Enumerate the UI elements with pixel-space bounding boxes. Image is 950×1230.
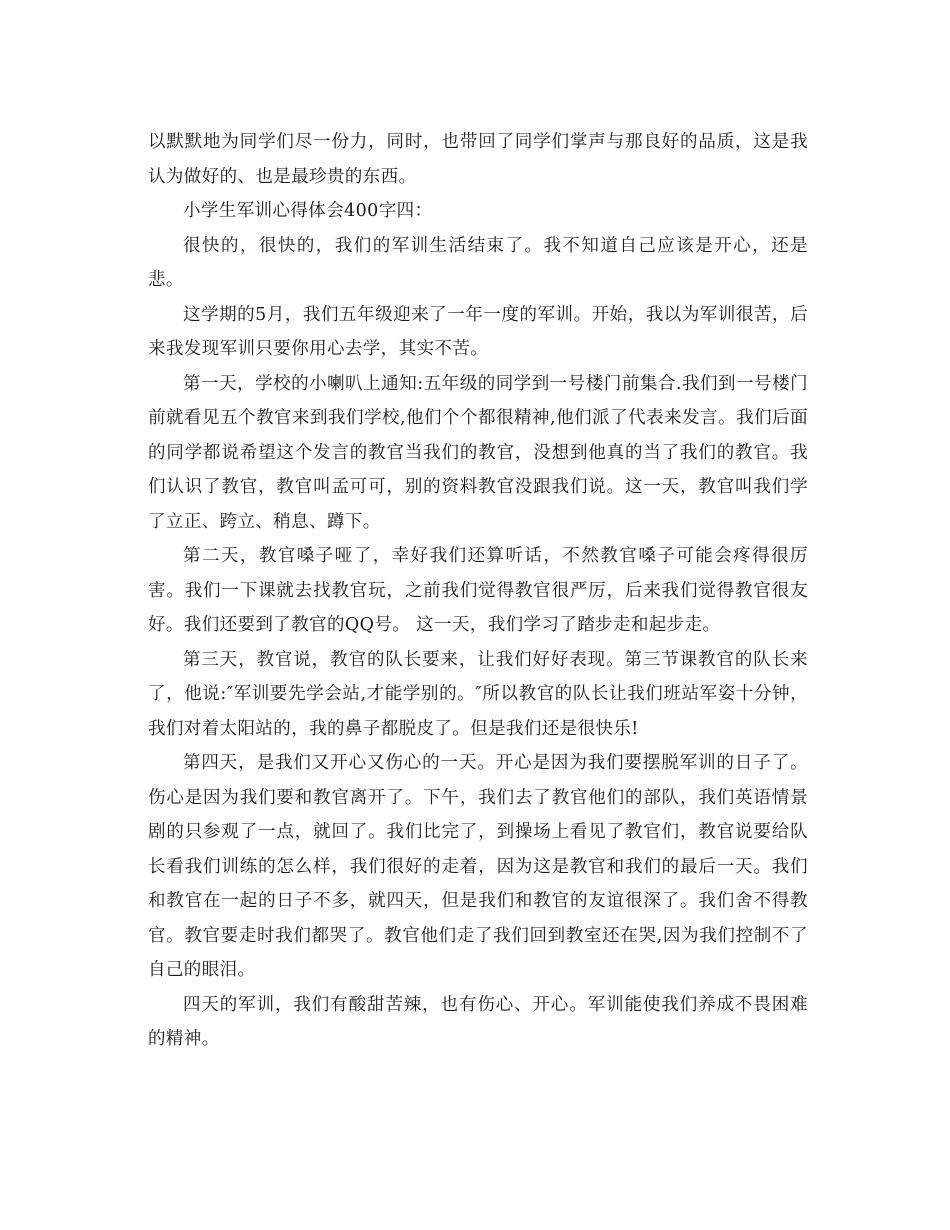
paragraph-continuation: 以默默地为同学们尽一份力，同时，也带回了同学们掌声与那良好的品质，这是我认为做好的、也是最珍贵的东西。 [148, 132, 808, 187]
paragraph-may: 这学期的5月，我们五年级迎来了一年一度的军训。开始，我以为军训很苦，后来我发现军训只要你用心去学，其实不苦。 [148, 304, 808, 359]
paragraph-day-two: 第二天，教官嗓子哑了，幸好我们还算听话，不然教官嗓子可能会疼得很厉害。我们一下课就去找教官玩，之前我们觉得教官很严厉，后来我们觉得教官很友好。我们还要到了教官的QQ号。 这一天，我们学习了踏步走和起步走。 [148, 546, 808, 635]
section-heading: 小学生军训心得体会400字四： [183, 201, 433, 221]
paragraph-intro: 很快的，很快的，我们的军训生活结束了。我不知道自己应该是开心，还是悲。 [148, 235, 808, 290]
paragraph-conclusion: 四天的军训，我们有酸甜苦辣，也有伤心、开心。军训能使我们养成不畏困难的精神。 [148, 994, 808, 1049]
paragraph-day-one: 第一天，学校的小喇叭上通知:五年级的同学到一号楼门前集合.我们到一号楼门前就看见五个教官来到我们学校,他们个个都很精神,他们派了代表来发言。我们后面的同学都说希望这个发言的教官当我们的教官，没想到他真的当了我们的教官。我们认识了教官，教官叫孟可可，别的资料教官没跟我们说。这一天，教官叫我们学了立正、跨立、稍息、蹲下。 [148, 373, 808, 532]
document-body [148, 125, 808, 1057]
paragraph-day-three: 第三天，教官说，教官的队长要来，让我们好好表现。第三节课教官的队长来了，他说:″军训要先学会站,才能学别的。″所以教官的队长让我们班站军姿十分钟，我们对着太阳站的，我的鼻子都脱皮了。但是我们还是很快乐! [148, 649, 808, 739]
paragraph-day-four: 第四天，是我们又开心又伤心的一天。开心是因为我们要摆脱军训的日子了。伤心是因为我们要和教官离开了。下午，我们去了教官他们的部队，我们英语情景剧的只参观了一点，就回了。我们比完了，到操场上看见了教官们，教官说要给队长看我们训练的怎么样，我们很好的走着，因为这是教官和我们的最后一天。我们和教官在一起的日子不多，就四天，但是我们和教官的友谊很深了。我们舍不得教官。教官要走时我们都哭了。教官他们走了我们回到教室还在哭,因为我们控制不了自己的眼泪。 [148, 753, 808, 980]
